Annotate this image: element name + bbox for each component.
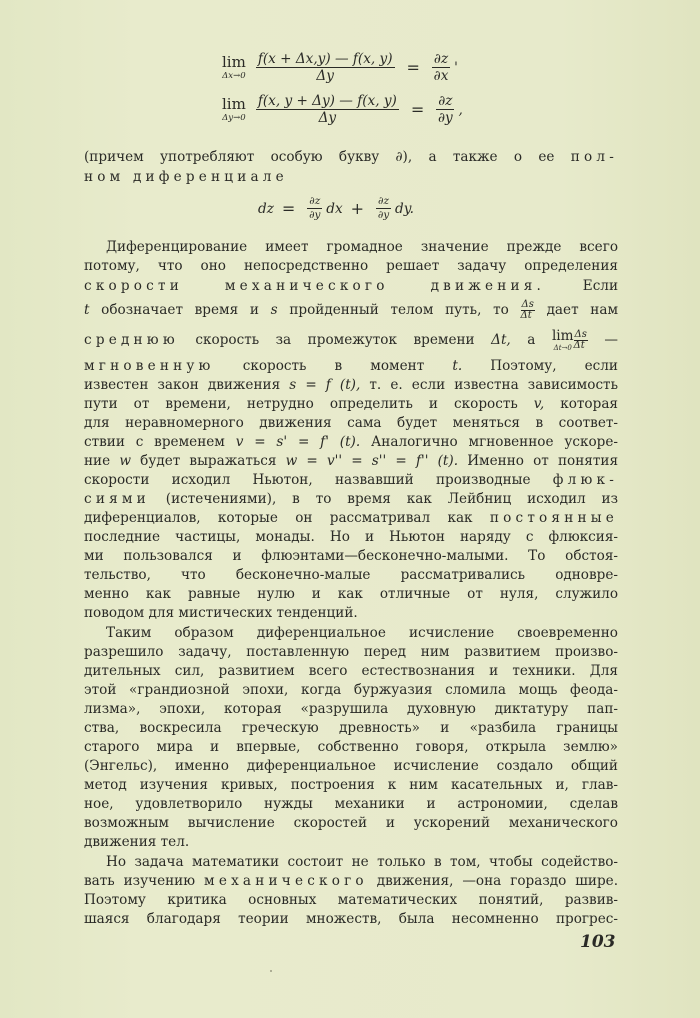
difference-quotient: $\frac{f(x, y + \Delta y) — f(x, y)}{\Delta y}$ bbox=[257, 93, 397, 127]
text-line: ствии с временем v = s' = f' (t). Аналогично мгновенное ускоре- bbox=[84, 434, 618, 450]
text-line: этой «грандиозной эпохи, когда буржуазия сломила мощь феода- bbox=[84, 682, 618, 698]
partial-derivative: $\frac{\partial z}{\partial x}$ bbox=[433, 51, 449, 85]
text-line: дительных сил, развитием всего естествознания и техники. Для bbox=[84, 663, 618, 679]
text-line: менно как равные нулю и как отличные от нуля, служило bbox=[84, 586, 618, 602]
limit-operator: lim Δy→0 bbox=[222, 95, 246, 124]
text-line: пути от времени, нетрудно определить и скорость v, которая bbox=[84, 396, 619, 412]
difference-quotient: $\frac{f(x + \Delta x,y) — f(x, y)}{\Delta y}$ bbox=[257, 51, 393, 85]
limit-formula-x: lim Δx→0 $\frac{f(x + \Delta x,y) — f(x, y)}{\Delta y}$ = $\frac{\partial z}{\partial x}$ ' bbox=[222, 51, 458, 85]
text-line: скорости механического движения. Если bbox=[84, 278, 618, 294]
text-line: ное, удовлетворило нужды механики и астрономии, сделав bbox=[84, 796, 618, 812]
text-line: ми пользовался и флюэнтами—бесконечно-малыми. То обстоя- bbox=[84, 548, 618, 564]
paragraph-first-line: Но задача математики состоит не только в том, чтобы содейство- bbox=[106, 854, 618, 870]
text-line: тельство, что бесконечно-малые рассматривались одновре- bbox=[84, 567, 618, 583]
text-line: последние частицы, монады. Но и Ньютон наряду с флюксия- bbox=[84, 529, 618, 545]
text-line: дифеpенциалов, которые он рассматривал как постоянные bbox=[84, 510, 618, 526]
text-line: для неравномерного движения сама будет меняться в соответ- bbox=[84, 415, 618, 431]
text-line: шаяся благодаря теории множеств, была несомненно прогрес- bbox=[84, 911, 618, 927]
total-differential-formula: dz = $\frac{\partial z}{\partial y}$ dx + $\frac{\partial z}{\partial y}$ dy. bbox=[258, 195, 414, 222]
text-line: поводом для мистических тенденций. bbox=[84, 605, 358, 621]
text-line: (Энгельс), именно дифеpенциальное исчисление создало общий bbox=[84, 758, 618, 774]
text-line: ном дифеpенциале bbox=[84, 169, 288, 185]
text-line: среднюю скорость за промежуток времени Δt, а lim Δt→0 $\frac{\Delta s}{\Delta t}$ — bbox=[84, 328, 619, 352]
limit-operator: lim Δx→0 bbox=[222, 53, 246, 82]
text-line: метод изучения кривых, построения к ним касательных и, глав- bbox=[84, 777, 618, 793]
ratio-fraction: $\frac{\Delta s}{\Delta t}$ bbox=[520, 299, 534, 321]
text-line: сиями (истечениями), в то время как Лейбниц исходил из bbox=[84, 491, 619, 507]
partial-derivative: $\frac{\partial z}{\partial y}$ bbox=[438, 93, 453, 127]
page-number: 103 bbox=[580, 932, 616, 952]
text-line: известен закон движения s = f (t), т. е. если известна зависимость bbox=[84, 377, 618, 393]
text-line: t обозначает время и s пройденный телом путь, то $\frac{\Delta s}{\Delta t}$ дает нам bbox=[84, 299, 619, 321]
paragraph-first-line: Дифеpенцирование имеет громадное значение прежде всего bbox=[106, 239, 618, 255]
text-line: старого мира и впервые, собственно говоря, открыла землю» bbox=[84, 739, 618, 755]
limit-formula-y: lim Δy→0 $\frac{f(x, y + \Delta y) — f(x, y)}{\Delta y}$ = $\frac{\partial z}{\partial y}$ , bbox=[222, 93, 463, 127]
text-line: возможным вычисление скоростей и ускорений механического bbox=[84, 815, 618, 831]
text-line: разрешило задачу, поставленную перед ним развитием произво- bbox=[84, 644, 618, 660]
text-line: ние w будет выражаться w = v'' = s'' = f'' (t). Именно от понятия bbox=[84, 453, 619, 469]
text-line: скорости исходил Ньютон, назвавший производные флюк- bbox=[84, 472, 618, 488]
paragraph-first-line: Таким образом дифеpенциальное исчисление своевременно bbox=[106, 625, 618, 641]
text-line: вать изучению механического движения, —она гораздо шире. bbox=[84, 873, 619, 889]
text-line: ства, воскресила греческую древность» и «разбила границы bbox=[84, 720, 618, 736]
text-line: мгновенную скорость в момент t. Поэтому, если bbox=[84, 358, 618, 374]
paper-speck bbox=[270, 970, 272, 972]
text-line: Поэтому критика основных математических понятий, развив- bbox=[84, 892, 618, 908]
text-line: потому, что оно непосредственно решает задачу определения bbox=[84, 258, 618, 274]
text-line: лизма», эпохи, которая «разрушила духовную диктатуру пап- bbox=[84, 701, 618, 717]
text-line: движения тел. bbox=[84, 834, 190, 850]
text-line: (причем употребляют особую букву ∂), а также о ее пол- bbox=[84, 149, 619, 165]
